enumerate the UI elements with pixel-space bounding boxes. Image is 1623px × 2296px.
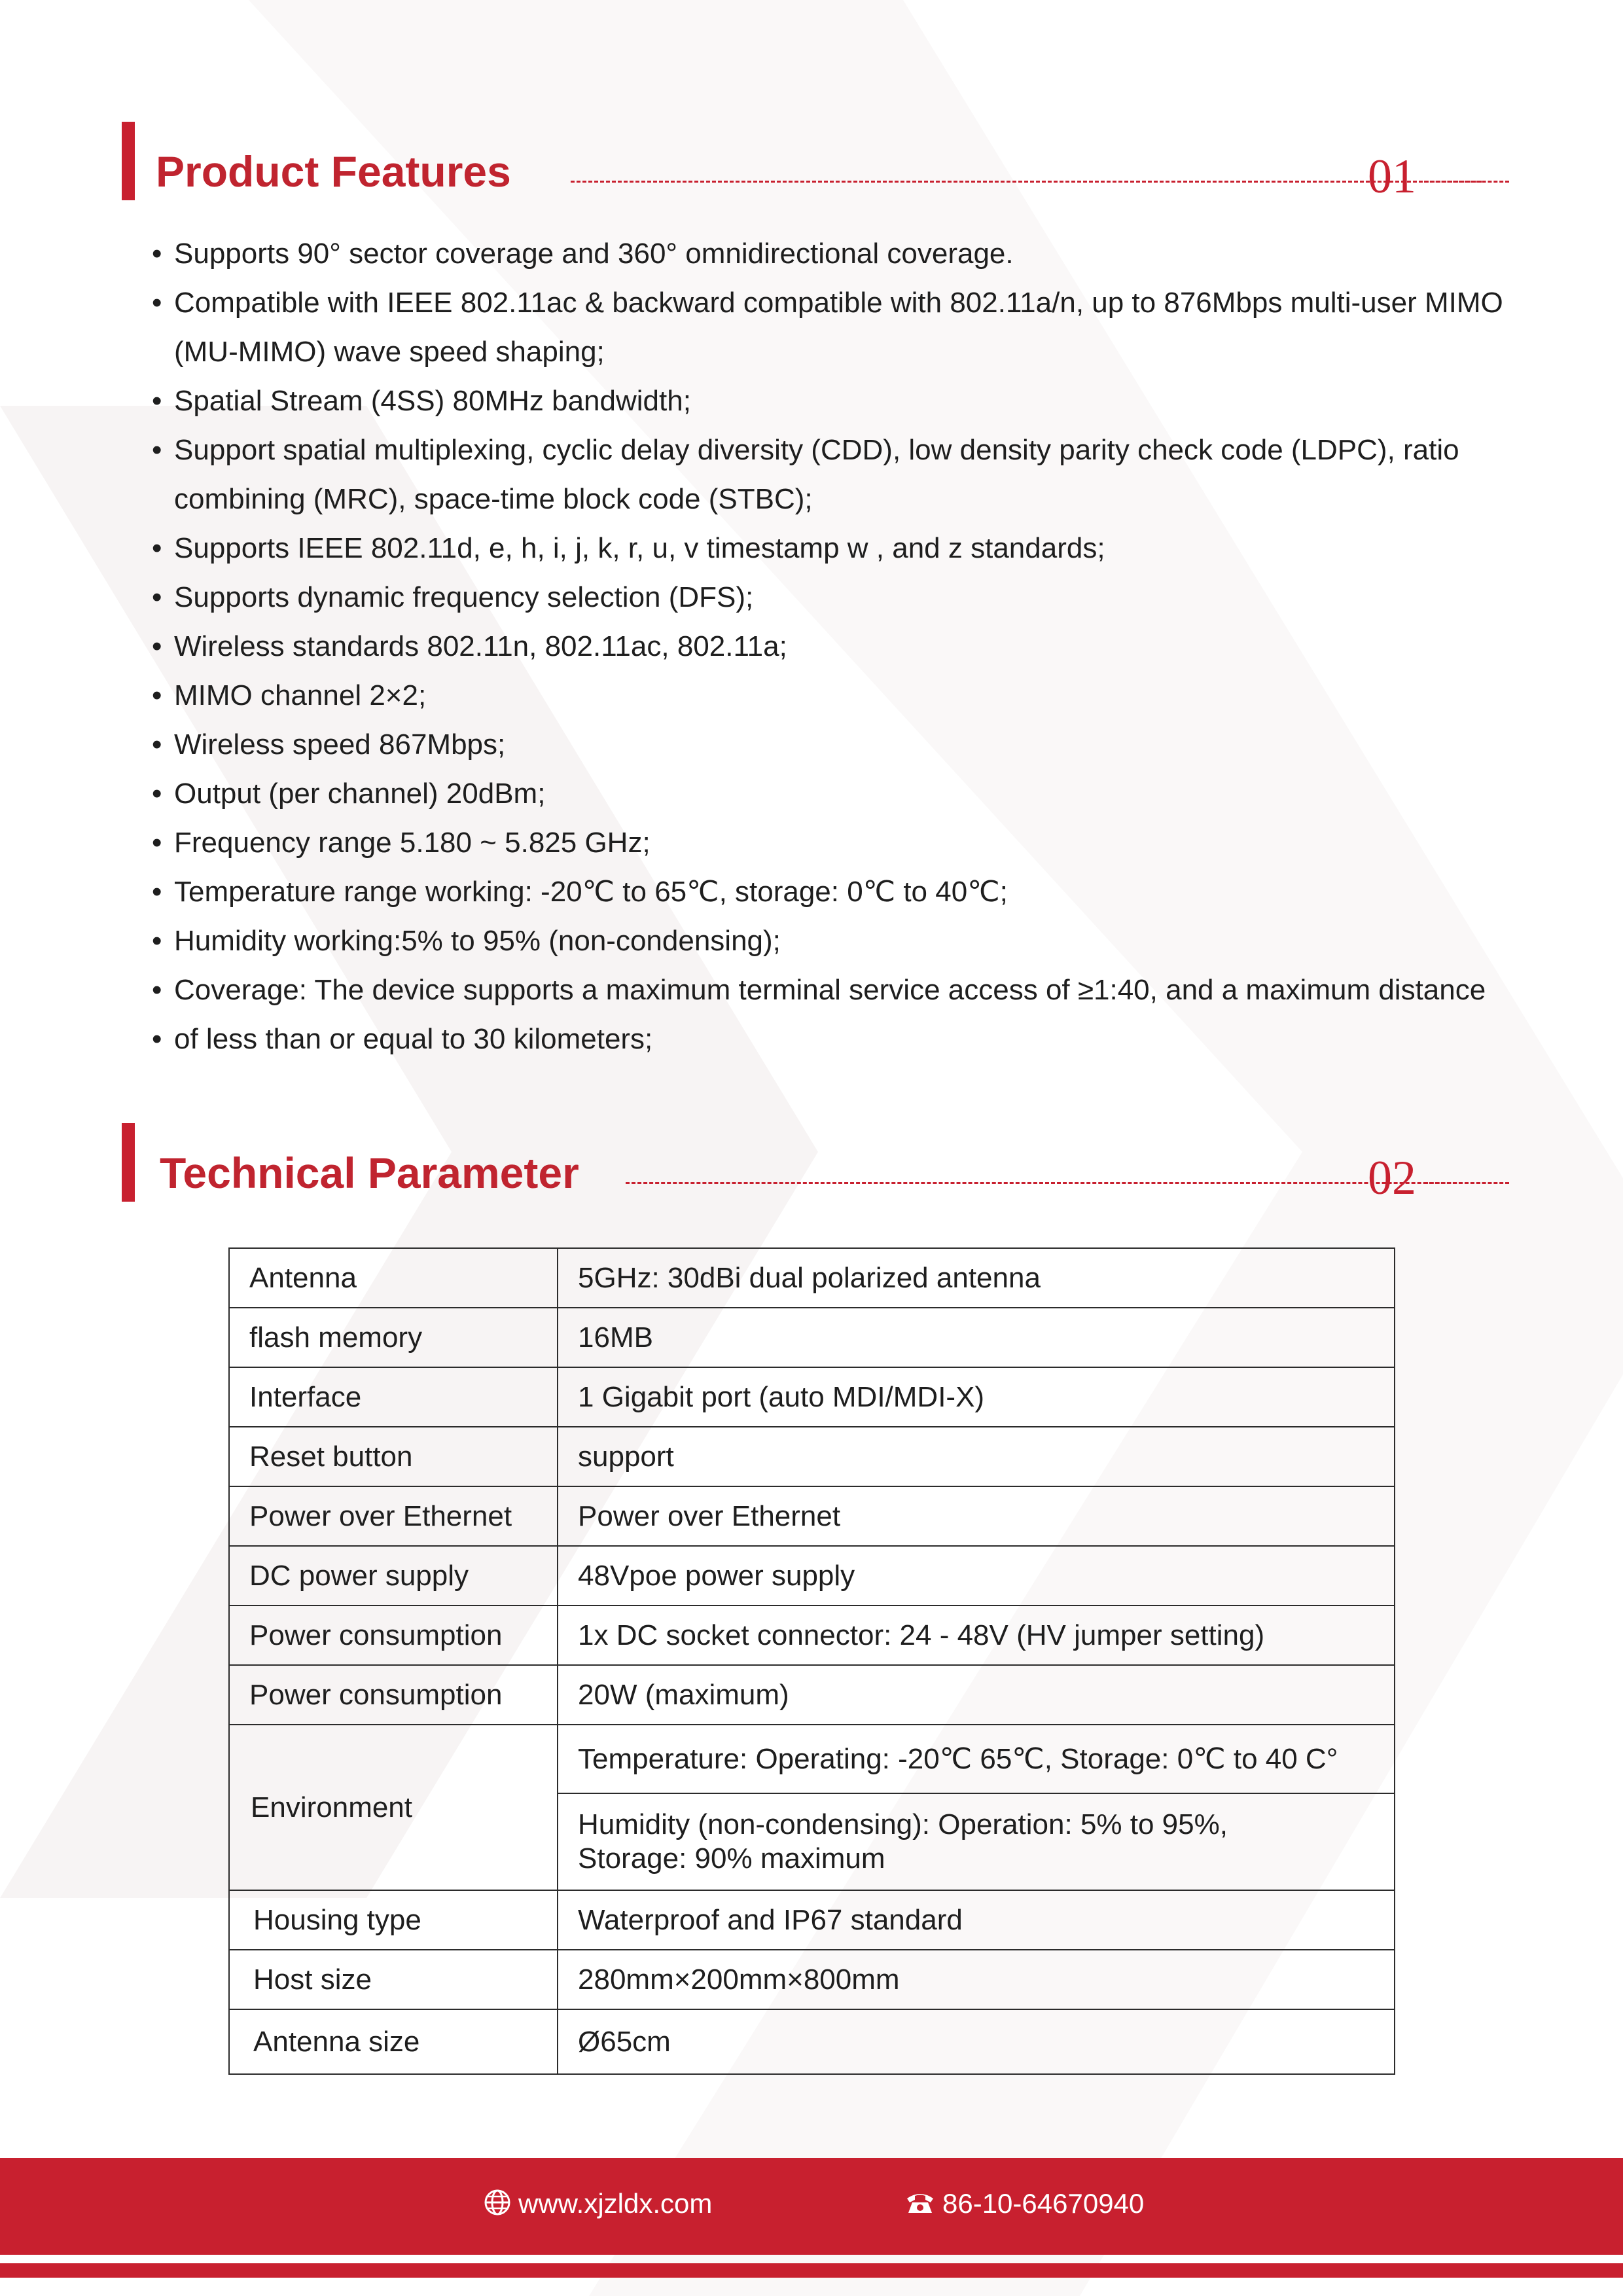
param-label: Host size: [229, 1950, 558, 2009]
param-label: Power consumption: [229, 1605, 558, 1665]
param-label: Power consumption: [229, 1665, 558, 1725]
list-item: • Supports IEEE 802.11d, e, h, i, j, k, r, u, v timestamp w , and z standards;: [152, 532, 1105, 564]
param-value-line: Storage: 90% maximum: [578, 1842, 885, 1874]
table-row: [229, 1248, 1395, 1308]
param-value: 5GHz: 30dBi dual polarized antenna: [558, 1248, 1395, 1308]
param-label: Power over Ethernet: [229, 1486, 558, 1546]
param-value: Ø65cm: [558, 2009, 1395, 2074]
footer-website[interactable]: [483, 2188, 712, 2223]
list-item: • of less than or equal to 30 kilometers;: [152, 1023, 653, 1055]
footer-stripe: [0, 2263, 1623, 2278]
list-item: • Wireless speed 867Mbps;: [152, 728, 506, 761]
list-item: • Coverage: The device supports a maximum terminal service access of ≥1:40, and a maximum distance: [152, 974, 1486, 1006]
param-value: 16MB: [558, 1308, 1395, 1367]
section-divider-tail: [1424, 181, 1509, 183]
table-row: [229, 1890, 1395, 1950]
param-label: Antenna: [229, 1248, 558, 1308]
param-label: DC power supply: [229, 1546, 558, 1605]
section-accent-bar: [122, 1123, 135, 1202]
product-features-header: [122, 122, 1516, 204]
section-divider: [571, 181, 1482, 183]
phone-text: 86-10-64670940: [942, 2188, 1145, 2219]
param-label: Interface: [229, 1367, 558, 1427]
param-label: flash memory: [229, 1308, 558, 1367]
param-value: support: [558, 1427, 1395, 1486]
param-value: 1x DC socket connector: 24 - 48V (HV jumper setting): [558, 1605, 1395, 1665]
list-item: • Frequency range 5.180 ~ 5.825 GHz;: [152, 827, 651, 859]
parameter-table: [228, 1247, 1395, 2075]
table-row: [229, 2009, 1395, 2074]
table-row: [229, 1546, 1395, 1605]
param-value: 1 Gigabit port (auto MDI/MDI-X): [558, 1367, 1395, 1427]
param-label: Reset button: [229, 1427, 558, 1486]
list-item: • Supports dynamic frequency selection (DFS);: [152, 581, 754, 613]
list-item: • MIMO channel 2×2;: [152, 679, 427, 711]
section-divider: [626, 1182, 1480, 1184]
table-row: [229, 1665, 1395, 1725]
section-number: 01: [1368, 150, 1416, 204]
list-item: • Compatible with IEEE 802.11ac & backward compatible with 802.11a/n, up to 876Mbps multi-user MIMO (MU-MIMO) wave speed shaping;: [152, 287, 1503, 368]
table-row: [229, 1950, 1395, 2009]
param-value: Power over Ethernet: [558, 1486, 1395, 1546]
param-value: 20W (maximum): [558, 1665, 1395, 1725]
telephone-icon: [904, 2189, 936, 2222]
list-item: • Temperature range working: -20℃ to 65℃, storage: 0℃ to 40℃;: [152, 876, 1008, 908]
list-item: • Output (per channel) 20dBm;: [152, 778, 546, 810]
list-item: • Spatial Stream (4SS) 80MHz bandwidth;: [152, 385, 691, 417]
table-row: [229, 1367, 1395, 1427]
feature-list: [152, 229, 1526, 1064]
website-text: www.xjzldx.com: [518, 2188, 713, 2219]
table-row: [229, 1427, 1395, 1486]
table-row: [229, 1605, 1395, 1665]
param-value: Waterproof and IP67 standard: [558, 1890, 1395, 1950]
section-number: 02: [1368, 1151, 1416, 1205]
footer-bar: [0, 2158, 1623, 2255]
param-label: Environment: [229, 1725, 558, 1890]
param-label: Antenna size: [229, 2009, 558, 2074]
param-label: Housing type: [229, 1890, 558, 1950]
section-title: Technical Parameter: [160, 1149, 579, 1197]
section-divider-tail: [1424, 1182, 1509, 1184]
list-item: • Support spatial multiplexing, cyclic delay diversity (CDD), low density parity check code (LDPC), ratio combining (MRC), space-time block code (STBC);: [152, 434, 1459, 515]
param-value: 280mm×200mm×800mm: [558, 1950, 1395, 2009]
list-item: • Wireless standards 802.11n, 802.11ac, 802.11a;: [152, 630, 787, 662]
param-value: Temperature: Operating: -20℃ 65℃, Storage: 0℃ to 40 C°: [558, 1725, 1395, 1793]
globe-icon: [483, 2188, 512, 2223]
param-value: 48Vpoe power supply: [558, 1546, 1395, 1605]
list-item: • Humidity working:5% to 95% (non-condensing);: [152, 925, 781, 957]
list-item: • Supports 90° sector coverage and 360° omnidirectional coverage.: [152, 238, 1014, 270]
param-value-line: Humidity (non-condensing): Operation: 5% to 95%,: [578, 1808, 1228, 1840]
table-row: [229, 1308, 1395, 1367]
footer-phone[interactable]: [904, 2188, 1144, 2222]
technical-parameter-header: [122, 1123, 1516, 1205]
section-accent-bar: [122, 122, 135, 200]
table-row: [229, 1486, 1395, 1546]
param-value: [558, 1793, 1395, 1890]
table-row: [229, 1725, 1395, 1793]
section-title: Product Features: [156, 147, 511, 196]
